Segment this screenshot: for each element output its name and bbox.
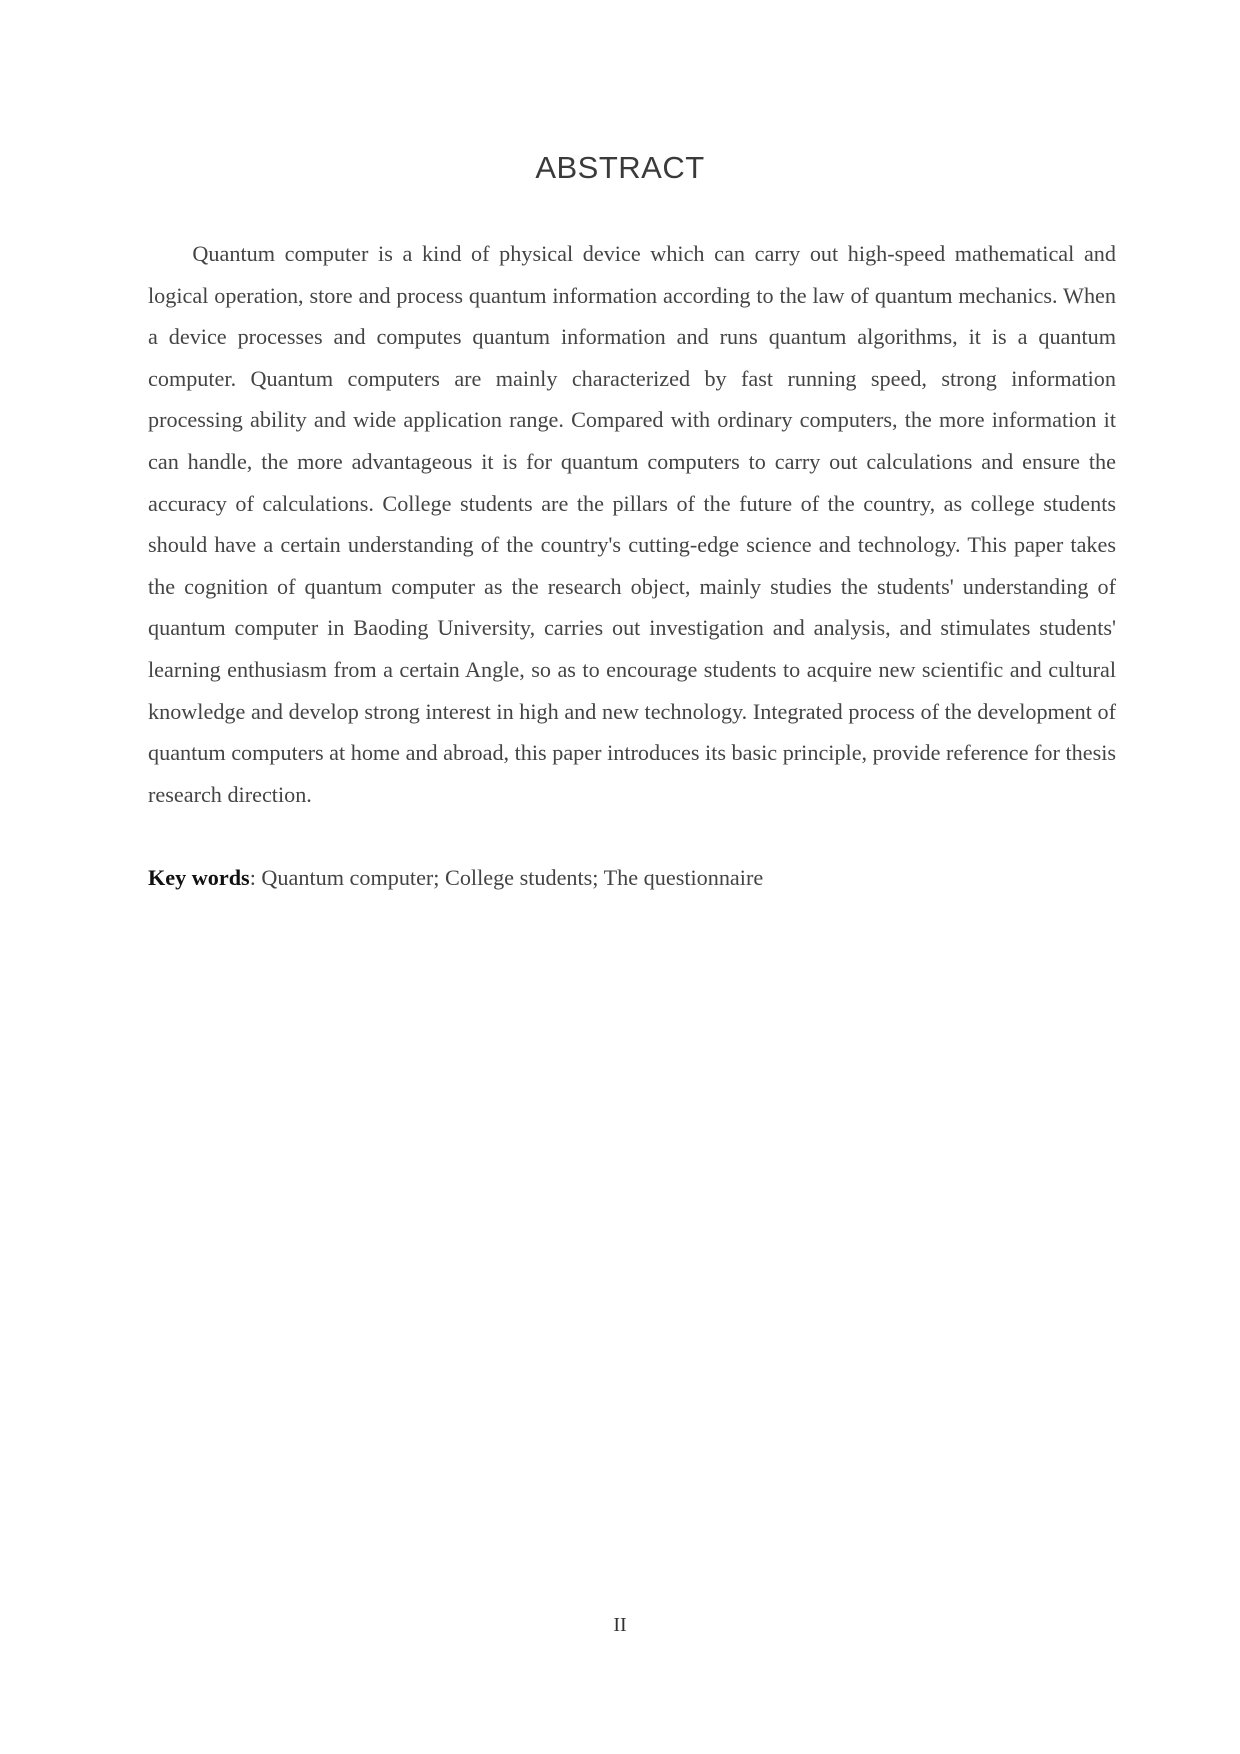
page-title: ABSTRACT — [535, 150, 705, 185]
page-number: II — [613, 1614, 627, 1636]
keywords-line — [148, 857, 1116, 899]
abstract-paragraph: Quantum computer is a kind of physical device which can carry out high-speed mathematical and logical operation, store and process quantum information according to the law of quantum mechanics. When a device processes and computes quantum information and runs quantum algorithms, it is a quantum computer. Quantum computers are mainly characterized by fast running speed, strong information processing ability and wide application range. Compared with ordinary computers, the more information it can handle, the more advantageous it is for quantum computers to carry out calculations and ensure the accuracy of calculations. College students are the pillars of the future of the country, as college students should have a certain understanding of the country's cutting-edge science and technology. This paper takes the cognition of quantum computer as the research object, mainly studies the students' understanding of quantum computer in Baoding University, carries out investigation and analysis, and stimulates students' learning enthusiasm from a certain Angle, so as to encourage students to acquire new scientific and cultural knowledge and develop strong interest in high and new technology. Integrated process of the development of quantum computers at home and abroad, this paper introduces its basic principle, provide reference for thesis research direction. — [148, 241, 1116, 807]
keywords-label: Key words — [148, 865, 250, 890]
keywords-list: : Quantum computer; College students; The questionnaire — [249, 865, 764, 890]
